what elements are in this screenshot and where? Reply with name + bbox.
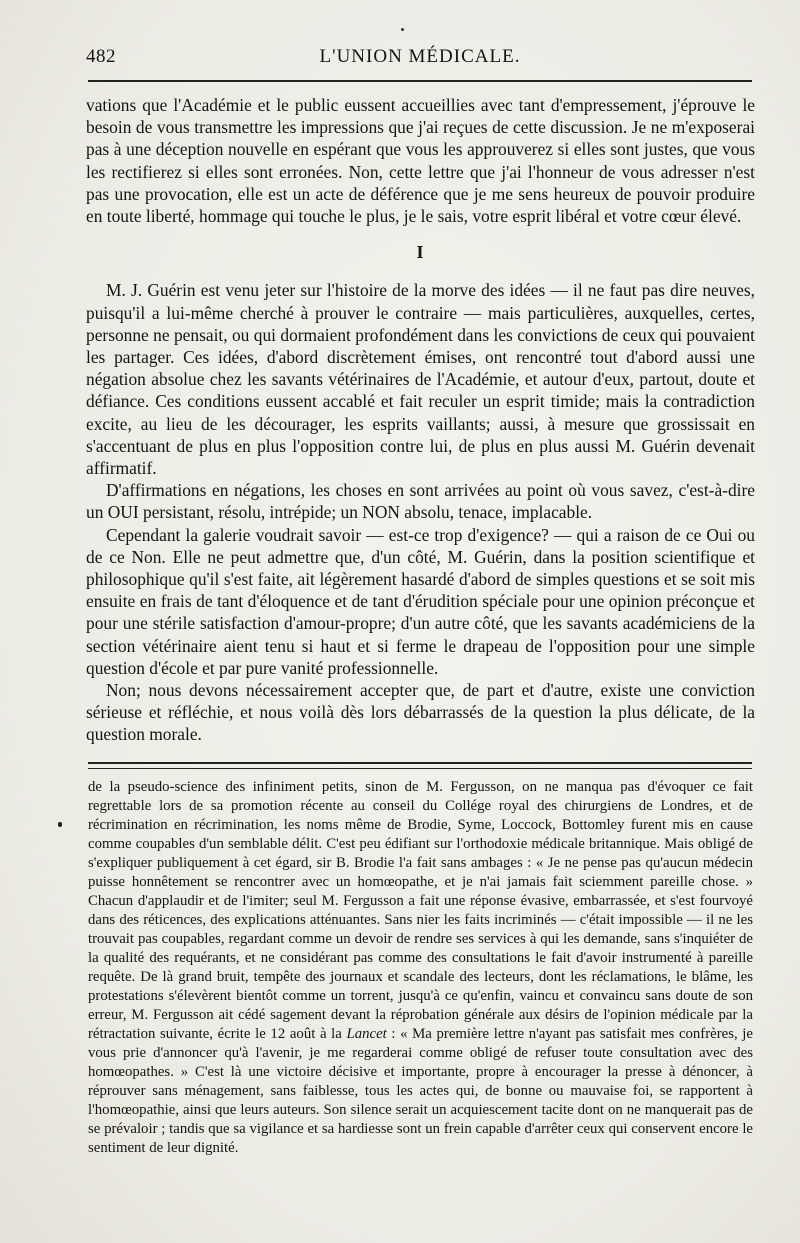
footnote-rule [88, 762, 752, 769]
footnote-text: de la pseudo-science des infiniment petits, sinon de M. Fergusson, on ne manqua pas d'évoquer ce fait regrettable lors de sa promotion récente au conseil du Collége royal des chirurgiens de Londres, et de récrimination en récrimination, les noms même de Brodie, Syme, Loccock, Bottomley furent mis en cause comme coupables d'un semblable délit. C'est peu édifiant sur l'orthodoxie médicale britannique. Mais obligé de s'expliquer publiquement à cet égard, sir B. Brodie l'a fait sans ambages : « Je ne pense pas qu'aucun médecin puisse honnêtement se rencontrer avec un homœopathe, et je n'ai jamais fait sciemment pareille chose. » Chacun d'applaudir et de l'imiter; seul M. Fergusson a fait une réponse évasive, embarrassée, et s'est fourvoyé dans des réticences, des explications atténuantes. Sans nier les faits incriminés — c'était impossible — il ne les trouvait pas coupables, regardant comme un devoir de rendre ses services à qui les demande, sans s'inquiéter de la qualité des requérants, et ne considérant pas comme des consultations le fait d'avoir instrumenté à pareille requête. De là grand bruit, tempête des journaux et scandale des lecteurs, dont les réclamations, le blâme, les protestations s'élevèrent bientôt comme un torrent, jusqu'à ce qu'enfin, vaincu et convaincu sans doute de son erreur, M. Fergusson ait cédé sagement devant la réprobation générale aux désirs de l'opinion médicale par la rétractation suivante, écrite le 12 août à la [88, 779, 753, 1042]
paragraph: D'affirmations en négations, les choses en sont arrivées au point où vous savez, c'est-à-dire un OUI persistant, résolu, intrépide; un NON absolu, tenace, implacable. [86, 480, 755, 523]
journal-name: Lancet [346, 1026, 387, 1042]
footnote-text-continued: : « Ma première lettre n'ayant pas satisfait mes confrères, je vous prie d'annoncer qu'à l'avenir, je me regarderai comme obligé de refuser toute consultation avec des homœopathes. » C'est là une victoire décisive et importante, propre à encourager la presse à dénoncer, à réprouver sans ménagement, sans faiblesse, tous les actes qui, de bonne ou mauvaise foi, se rapportent à l'homœopathie, ainsi que leurs auteurs. Son silence serait un acquiescement tacite dont on ne manquerait pas de se prévaloir ; tandis que sa vigilance et sa hardiesse sont un frein capable d'arrêter ceux qui conservent encore le sentiment de leur dignité. [88, 1026, 753, 1156]
paragraph: Cependant la galerie voudrait savoir — est-ce trop d'exigence? — qui a raison de ce Oui ou de ce Non. Elle ne peut admettre que, d'un côté, M. Guérin, dans la position scientifique et philosophique qu'il s'est faite, ait légèrement hasardé d'abord de simples questions et se soit mis ensuite en frais de tant d'éloquence et de tant d'érudition spéciale pour une opinion préconçue et pour une stérile satisfaction d'amour-propre; d'un autre côté, que les savants académiciens de la section vétérinaire aient tenu si haut et si ferme le drapeau de l'opposition pour une simple question d'école et par pure vanité professionnelle. [86, 524, 755, 678]
paragraph: vations que l'Académie et le public eussent accueillies avec tant d'empressement, j'éprouve le besoin de vous transmettre les impressions que j'ai reçues de cette discussion. Je ne m'exposerai pas à une déception nouvelle en espérant que vous les approuverez si elles sont justes, que vous les rectifierez si elles sont erronées. Non, cette lettre que j'ai l'honneur de vous adresser n'est pas une provocation, elle est un acte de déférence que je me sens heureux de pouvoir produire en toute liberté, hommage qui touche le plus, je le sais, votre esprit libéral et votre cœur élevé. [86, 95, 755, 227]
page-number: 482 [86, 46, 116, 67]
running-title: L'UNION MÉDICALE. [319, 46, 521, 67]
header-rule [88, 80, 752, 82]
footnote [88, 778, 753, 1158]
section-number: I [416, 242, 425, 263]
page-header [86, 46, 754, 76]
main-text [86, 94, 755, 746]
paragraph: Non; nous devons nécessairement accepter que, de part et d'autre, existe une conviction sérieuse et réfléchie, et nous voilà dès lors débarrassés de la question la plus délicate, de la question morale. [86, 680, 755, 745]
paragraph: M. J. Guérin est venu jeter sur l'histoire de la morve des idées — il ne faut pas dire neuves, puisqu'il a lui-même cherché à prouver le contraire — mais particulières, auxquelles, certes, personne ne pensait, ou qui dormaient profondément dans les convictions de ceux qui pouvaient les partager. Ces idées, d'abord discrètement émises, ont rencontré tout d'abord aussi une négation absolue chez les savants vétérinaires de l'Académie, et autour d'eux, partout, doute et défiance. Ces conditions eussent accablé et fait reculer un esprit timide; mais la contradiction excite, au lieu de les décourager, les esprits vaillants; aussi, à mesure que grossissait en s'accentuant de plus en plus l'opposition contre lui, de plus en plus aussi M. Guérin devenait affirmatif. [86, 280, 755, 479]
footnote-paragraph [88, 778, 753, 1158]
margin-mark [58, 822, 62, 827]
ink-speck [401, 28, 404, 31]
